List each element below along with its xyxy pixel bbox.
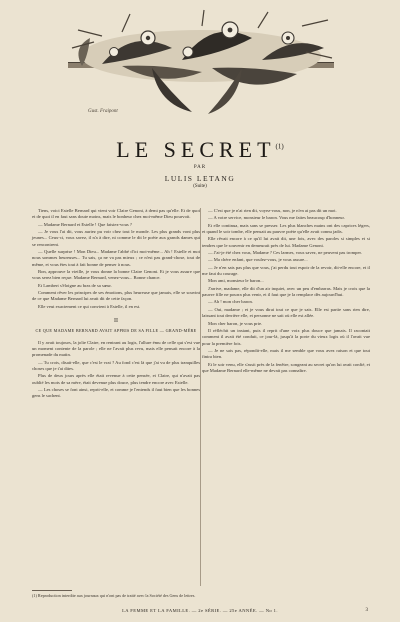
paragraph: Elle veut exactement ce qui convient à Estelle, il en est. [38,303,141,309]
paragraph: J'arrive, madame, elle dit d'un air inquiet, avec un peu d'embarras. Mais je crois que la pauvre fille ne pourra plus venir, et il faut que je la remplace dès aujourd'hui. [202,285,370,298]
page-footer [32,608,368,616]
paragraph: Et le soir venu, elle s'assit près de la fenêtre, songeant au secret qu'on lui avait confié, et que Madame Bernard elle-même ne devait pas connaître. [202,361,370,373]
paragraph: — Les choses se font ainsi, reprit-elle, et comme je l'entends il faut bien que les bonnes gens le sachent. [32,387,200,399]
paragraph: Mon ami, monsieur le baron... [208,278,264,284]
author-name: LULIS LETANG [164,174,236,183]
paragraph: — Je ne sais pas, répondit-elle, mais il me semble que vous avez raison et que tout finira bien. [202,347,370,360]
page-number: 3 [365,608,368,613]
paragraph: — C'est que je n'ai rien dit, voyez-vous, non, je n'en ai pas dit un mot. [208,208,337,213]
paragraph: — Ma chère enfant, que voulez-vous, je vous assure... [208,257,308,263]
paragraph: Et Lambert s'éloigne au bras de sa sœur. [38,282,112,288]
paragraph: — Quelle surprise ! Mon Dieu... Madame l'abbé d'ici moi-même... Ah ! Estelle et moi nous sommes heureuses... Tu sais, ça ne va pas mieux ; ce n'est pas grand-chose, tout de même, et vous êtes tout à fait bonne de penser à nous. [32,249,200,267]
left-text-column [32,208,200,401]
paragraph: Et elle continua, mais sans se presser. Les plus blanches mains ont des caprices légers, et quand le soir tombe, elle pensait au pauvre poète qu'elle avait connu jadis. [202,222,370,235]
paragraph: Mon cher baron, je vous prie. [208,320,263,326]
engraver-signature: Gust. Fraipont [88,109,118,114]
paragraph: Elle rêvait encore à ce qu'il lui avait dit, une fois, avec des paroles si simples et si tendres que le souvenir en demeurait près de lui. Madame Genoni. [202,236,370,248]
footnote: (1) Reproduction interdite aux journaux qui n'ont pas de traité avec la Société des Gens de lettres. [32,593,196,598]
paragraph: Il réfléchit un instant, puis il reprit d'une voix plus douce que jamais. Il racontait comment il avait été conduit, ce jour-là, jusqu'à la porte du vieux logis où il l'avait vue pour la première fois. [202,327,370,346]
paragraph: Tiens, voici Estelle Bernard qui vient voir Claire Genoni, à demi pas qu'elle. Et de quoi et de quoi il en faut sans doute moins, mais le bonheur chez moi-même Dieu pourvoit. [32,208,200,220]
publication-line: LA FEMME ET LA FAMILLE. — 2e SÉRIE. — 25e ANNÉE. — No 1. [122,608,278,613]
paragraph: Bon, approuve la vieille, je vous donne la bonne Claire Genoni. Et je vous assure que vous serez bien reçue. Madame Bernard, venez-vous... Bonne chance. [32,269,200,281]
column-divider [200,208,201,586]
paragraph: — Madame Bernard et Estelle ! Que faisiez-vous ? [38,221,132,227]
paragraph: — A votre service, monsieur le baron. Vous me faites beaucoup d'honneur. [208,215,345,221]
title-footnote-mark: (1) [275,142,284,151]
article-title-text: LE SECRET [116,137,276,162]
suite-note: (Suite) [193,184,207,189]
paragraph: — J'ai-je été chez vous, Madame ? Ces larmes, vous savez, ne peuvent pas tromper. [208,250,362,256]
right-text-column [202,208,370,375]
paragraph: — Je vous l'ai dit, vous auriez pu voir chez tout le monde. Les plus grands vont plus jeunes... Ceux-ci, vous savez, il n'a à dire, ni comme le dit le poète aux grands dames qui se rencontrent. [32,229,200,247]
paragraph: Plus de deux jours après elle était revenue à cette pensée, et Claire, qui n'avait pas oublié les mots de sa mère, était devenue plus douce, plus tendre encore avec Estelle. [32,373,200,385]
section-heading: CE QUE MADAME BERNARD AVAIT APPRIS DE SA FILLE — GRAND-MÈRE [35,328,197,334]
paragraph: — Ah ! mon cher baron. [208,299,253,305]
paragraph: — Tu crois, disait-elle, que c'est le vrai ? Au fond c'est là que j'ai vu de plus tranquilles choses que je t'ai dites. [32,359,200,372]
paragraph: — Je n'en sais pas plus que vous, j'ai perdu tout espoir de la revoir, dit-elle encore, et il me faut du courage. [202,264,370,277]
article-title [0,137,400,163]
floral-ornament-illustration [62,8,340,120]
footnote-rule [32,590,72,591]
paragraph: — Oui, madame ; et je vous dirai tout ce que je sais. Elle est partie sans rien dire, laissant tout derrière elle, et personne ne sait où elle est allée. [202,306,370,319]
byline-prefix: PAR [193,165,207,170]
paragraph: Comment rêver les principes de ses émotions, plus heureuse que jamais, elle se souvint de ce que Madame Bernard lui avait dit de cette façon. [32,290,200,302]
section-numeral: II [114,318,118,325]
paragraph: Il y avait toujours, la jolie Claire, en rentrant au logis, l'allure ému de celle qui s'est vue un moment contente de la parole ; elle ne l'avait plus revu, mais elle pensait encore à la promenade du matin. [32,339,200,358]
